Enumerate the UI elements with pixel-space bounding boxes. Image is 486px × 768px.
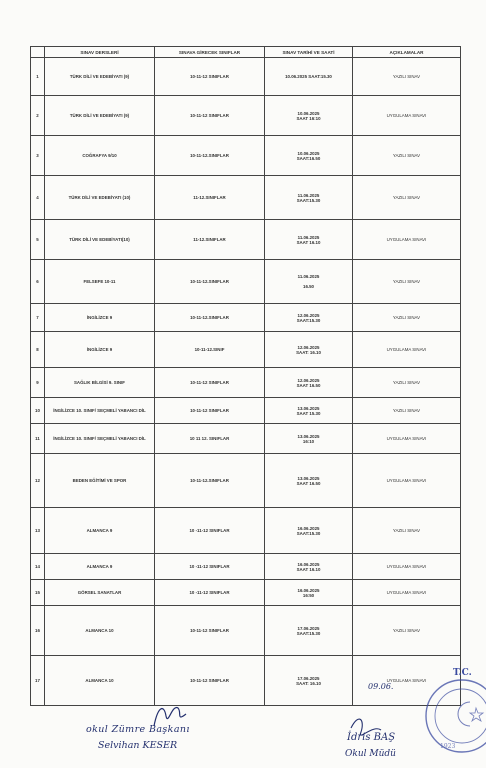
date-cell: 12.06.2025 SAAT 16.50 bbox=[265, 368, 353, 398]
header-course: SINAV DERSLERİ bbox=[45, 47, 155, 58]
course-cell: İNGİLİZCE 10. SINIF/ SEÇMELİ YABANCI DİL bbox=[45, 424, 155, 454]
note-cell: YAZILI SINAV bbox=[353, 260, 461, 304]
table-row bbox=[31, 580, 461, 606]
table-row bbox=[31, 454, 461, 508]
date-cell: 17.06.2025 SAAT: 16.10 bbox=[265, 656, 353, 706]
row-number: 12 bbox=[31, 454, 45, 508]
classes-cell: 10-11-12.SINIFLAR bbox=[155, 454, 265, 508]
classes-cell: 10-11-12.SINIF bbox=[155, 332, 265, 368]
table-row bbox=[31, 424, 461, 454]
course-cell: FELSEFE 10-11 bbox=[45, 260, 155, 304]
table-row bbox=[31, 136, 461, 176]
date-cell: 13.06.2025 16:10 bbox=[265, 424, 353, 454]
classes-cell: 11-12.SINIFLAR bbox=[155, 220, 265, 260]
row-number: 6 bbox=[31, 260, 45, 304]
signature-name-right: İdris BAŞ bbox=[347, 732, 396, 743]
course-cell: ALMANCA 9 bbox=[45, 554, 155, 580]
row-number: 16 bbox=[31, 606, 45, 656]
table-header-row bbox=[31, 47, 461, 58]
date-cell: 10.06.2025 SAAT:16.50 bbox=[265, 136, 353, 176]
note-cell: UYGULAMA SINAVI bbox=[353, 332, 461, 368]
classes-cell: 11-12.SINIFLAR bbox=[155, 176, 265, 220]
row-number: 3 bbox=[31, 136, 45, 176]
course-cell: BEDEN EĞİTİMİ VE SPOR bbox=[45, 454, 155, 508]
table-row bbox=[31, 554, 461, 580]
note-cell: UYGULAMA SINAVI bbox=[353, 96, 461, 136]
signature-title-right: Okul Müdü bbox=[345, 749, 396, 759]
table-row bbox=[31, 606, 461, 656]
table-row bbox=[31, 332, 461, 368]
header-classes: SINAVA GİRECEK SINIFLAR bbox=[155, 47, 265, 58]
note-cell: YAZILI SINAV bbox=[353, 176, 461, 220]
date-cell: 10.06.2025 SAAT:15.30 bbox=[265, 58, 353, 96]
row-number: 5 bbox=[31, 220, 45, 260]
classes-cell: 10-11-12 SINIFLAR bbox=[155, 96, 265, 136]
row-number: 11 bbox=[31, 424, 45, 454]
course-cell: TÜRK DİLİ VE EDEBİYATI(10) bbox=[45, 220, 155, 260]
header-date: SINAV TARİHİ VE SAATİ bbox=[265, 47, 353, 58]
row-number: 17 bbox=[31, 656, 45, 706]
note-cell: YAZILI SINAV bbox=[353, 606, 461, 656]
row-number: 8 bbox=[31, 332, 45, 368]
classes-cell: 10-11-12 SINIFLAR bbox=[155, 606, 265, 656]
course-cell: GÖRSEL SANATLAR bbox=[45, 580, 155, 606]
date-cell: 16.06.2025 SAAT:15.30 bbox=[265, 508, 353, 554]
official-seal-stamp bbox=[418, 662, 486, 762]
row-number: 13 bbox=[31, 508, 45, 554]
note-cell: UYGULAMA SINAVI bbox=[353, 580, 461, 606]
classes-cell: 10 -11-12 SINIFLAR bbox=[155, 508, 265, 554]
note-cell: UYGULAMA SINAVI bbox=[353, 454, 461, 508]
course-cell: TÜRK DİLİ VE EDEBİYATI (9) bbox=[45, 96, 155, 136]
table-row bbox=[31, 398, 461, 424]
row-number: 15 bbox=[31, 580, 45, 606]
note-cell: YAZILI SINAV bbox=[353, 508, 461, 554]
table-row bbox=[31, 220, 461, 260]
classes-cell: 10-11-12.SINIFLAR bbox=[155, 136, 265, 176]
classes-cell: 10-11-12.SINIFLAR bbox=[155, 260, 265, 304]
header-note: AÇIKLAMALAR bbox=[353, 47, 461, 58]
table-row bbox=[31, 656, 461, 706]
signature-name-left: Selvihan KESER bbox=[98, 740, 178, 751]
note-cell: UYGULAMA SINAVI bbox=[353, 220, 461, 260]
classes-cell: 10-11-12 SINIFLAR bbox=[155, 368, 265, 398]
course-cell: SAĞLIK BİLGİSİ 9. SINIF bbox=[45, 368, 155, 398]
signature-block-left bbox=[86, 722, 190, 754]
row-number: 14 bbox=[31, 554, 45, 580]
course-cell: ALMANCA 10 bbox=[45, 606, 155, 656]
row-number: 4 bbox=[31, 176, 45, 220]
course-cell: TÜRK DİLİ VE EDEBİYATI (9) bbox=[45, 58, 155, 96]
row-number: 2 bbox=[31, 96, 45, 136]
stamp-label: T.C. bbox=[453, 668, 472, 678]
classes-cell: 10-11-12.SINIFLAR bbox=[155, 304, 265, 332]
handwritten-date: 09.06. bbox=[368, 682, 394, 691]
signature-title-left: okul Zümre Başkanı bbox=[86, 724, 190, 735]
note-cell: YAZILI SINAV bbox=[353, 304, 461, 332]
classes-cell: 10 11 12. SINIFLAR bbox=[155, 424, 265, 454]
date-cell: 10.06.2025 SAAT 16:10 bbox=[265, 96, 353, 136]
classes-cell: 10-11-12 SINIFLAR bbox=[155, 58, 265, 96]
date-cell: 11.06.2025 16.50 bbox=[265, 260, 353, 304]
course-cell: ALMANCA 9 bbox=[45, 508, 155, 554]
course-cell: TÜRK DİLİ VE EDEBİYATI (10) bbox=[45, 176, 155, 220]
table-row bbox=[31, 368, 461, 398]
note-cell: YAZILI SINAV bbox=[353, 58, 461, 96]
row-number: 1 bbox=[31, 58, 45, 96]
note-cell: UYGULAMA SINAVI bbox=[353, 424, 461, 454]
table-row bbox=[31, 58, 461, 96]
course-cell: İNGİLİZCE 9 bbox=[45, 304, 155, 332]
note-cell: YAZILI SINAV bbox=[353, 136, 461, 176]
note-cell: YAZILI SINAV bbox=[353, 398, 461, 424]
table-row bbox=[31, 508, 461, 554]
date-cell: 16.06.2025 16:50 bbox=[265, 580, 353, 606]
date-cell: 16.06.2025 SAAT 16.10 bbox=[265, 554, 353, 580]
note-cell: UYGULAMA SINAVI bbox=[353, 554, 461, 580]
exam-schedule-table bbox=[30, 46, 461, 706]
note-cell: YAZILI SINAV bbox=[353, 368, 461, 398]
row-number: 10 bbox=[31, 398, 45, 424]
header-no bbox=[31, 47, 45, 58]
date-cell: 12.06.2025 SAAT:15.30 bbox=[265, 304, 353, 332]
classes-cell: 10-11-12 SINIFLAR bbox=[155, 656, 265, 706]
date-cell: 11.06.2025 SAAT 16.10 bbox=[265, 220, 353, 260]
table-row bbox=[31, 304, 461, 332]
table-row bbox=[31, 96, 461, 136]
course-cell: COĞRAFYA 9/10 bbox=[45, 136, 155, 176]
table-row bbox=[31, 176, 461, 220]
date-cell: 13.06.2025 SAAT 16.50 bbox=[265, 454, 353, 508]
row-number: 9 bbox=[31, 368, 45, 398]
classes-cell: 10 -11-12 SINIFLAR bbox=[155, 554, 265, 580]
row-number: 7 bbox=[31, 304, 45, 332]
date-cell: 13.06.2025 SAAT 15.30 bbox=[265, 398, 353, 424]
date-cell: 17.06.2025 SAAT:15.30 bbox=[265, 606, 353, 656]
course-cell: İNGİLİZCE 9 bbox=[45, 332, 155, 368]
date-cell: 12.06.2025 SAAT: 16.10 bbox=[265, 332, 353, 368]
note-cell: UYGULAMA SINAVI bbox=[353, 656, 461, 706]
date-cell: 11.06.2025 SAAT:15.30 bbox=[265, 176, 353, 220]
course-cell: İNGİLİZCE 10. SINIF/ SEÇMELİ YABANCI DİL bbox=[45, 398, 155, 424]
classes-cell: 10 -11-12 SINIFLAR bbox=[155, 580, 265, 606]
table-row bbox=[31, 260, 461, 304]
svg-text:1923: 1923 bbox=[440, 743, 456, 750]
course-cell: ALMANCA 10 bbox=[45, 656, 155, 706]
classes-cell: 10-11-12 SINIFLAR bbox=[155, 398, 265, 424]
